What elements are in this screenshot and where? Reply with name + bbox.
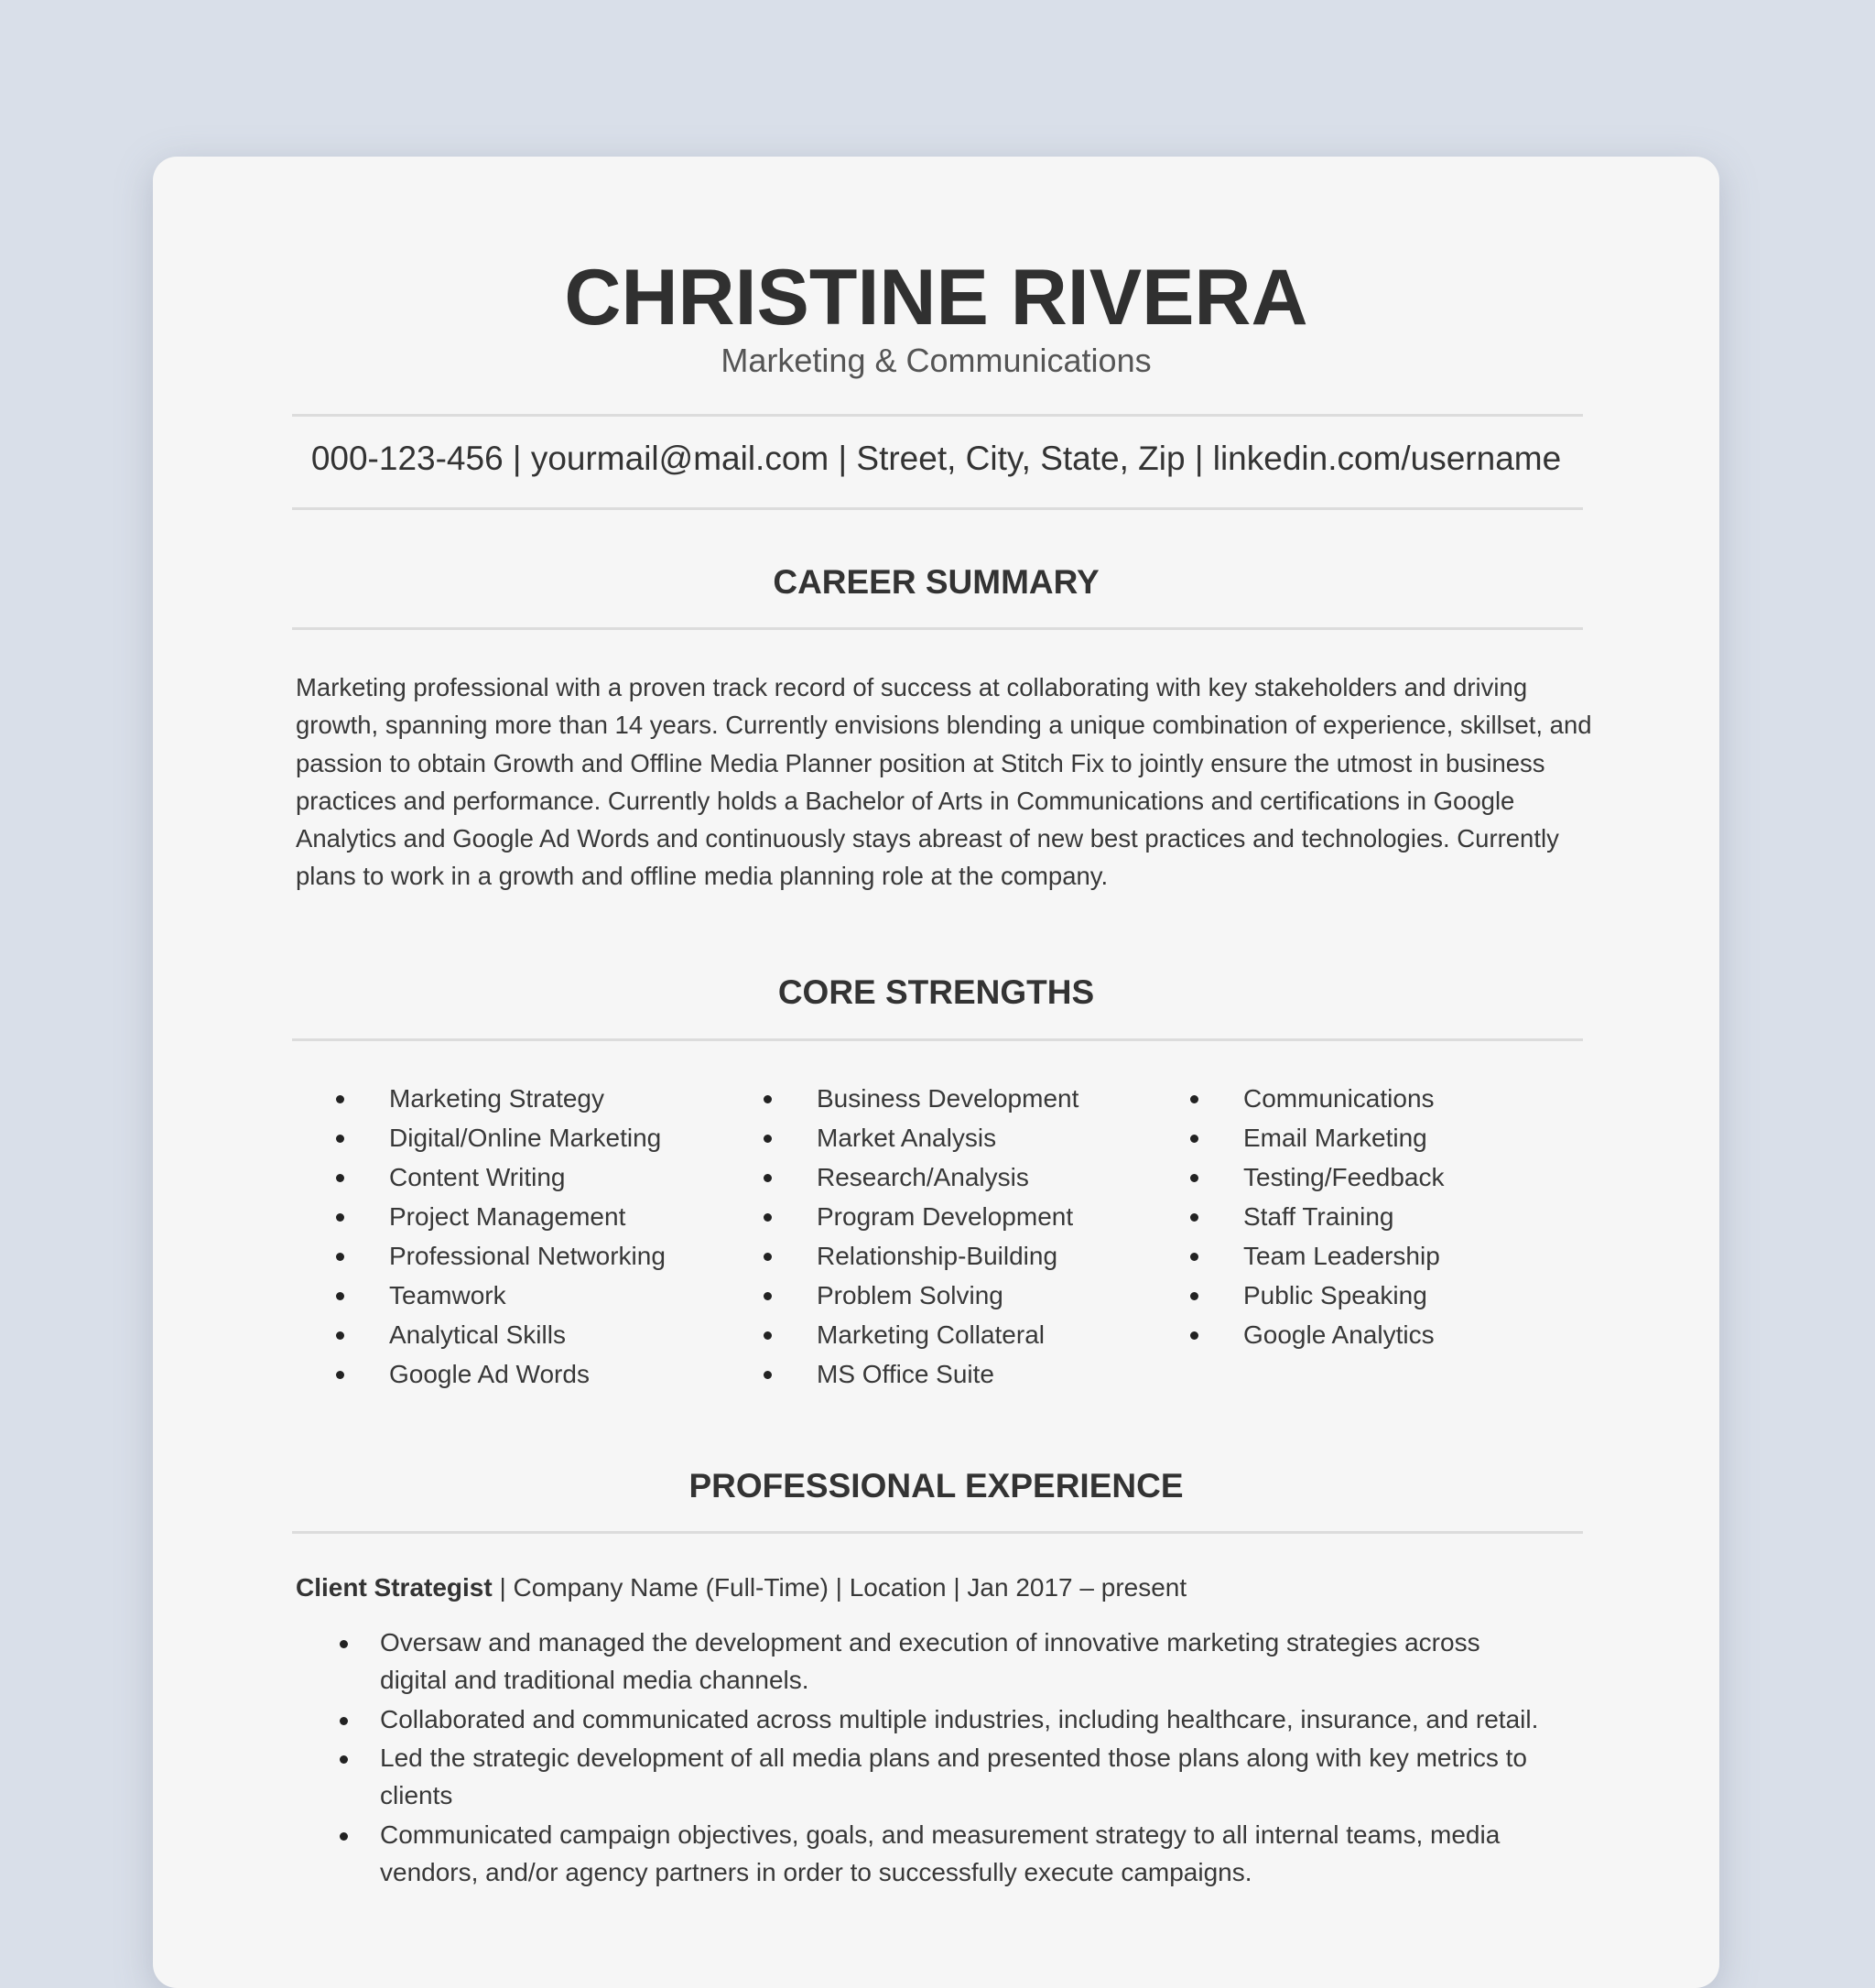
core-strengths-heading: CORE STRENGTHS bbox=[777, 973, 1095, 1011]
strength-item: Digital/Online Marketing bbox=[336, 1118, 739, 1157]
strength-item: Content Writing bbox=[336, 1157, 739, 1197]
divider bbox=[292, 1038, 1583, 1041]
strength-item: Staff Training bbox=[1190, 1197, 1593, 1236]
strength-item: Google Analytics bbox=[1190, 1315, 1593, 1354]
resume-page bbox=[153, 157, 1719, 1988]
candidate-name: CHRISTINE RIVERA bbox=[564, 254, 1308, 342]
strength-item: Research/Analysis bbox=[764, 1157, 1166, 1197]
strength-item: Teamwork bbox=[336, 1276, 739, 1315]
strength-item: Project Management bbox=[336, 1197, 739, 1236]
job-bullet: Communicated campaign objectives, goals, and measurement strategy to all internal teams, media vendors, and/or agency partners in order to successfully execute campaigns. bbox=[340, 1816, 1548, 1891]
job-header bbox=[296, 1573, 1187, 1602]
strength-item: Email Marketing bbox=[1190, 1118, 1593, 1157]
strength-item: Communications bbox=[1190, 1079, 1593, 1118]
strength-item: MS Office Suite bbox=[764, 1354, 1166, 1394]
strength-item: Public Speaking bbox=[1190, 1276, 1593, 1315]
career-summary-heading: CAREER SUMMARY bbox=[773, 563, 1100, 601]
strengths-column-3 bbox=[1190, 1079, 1593, 1354]
divider bbox=[292, 627, 1583, 630]
strength-item: Relationship-Building bbox=[764, 1236, 1166, 1276]
strength-item: Program Development bbox=[764, 1197, 1166, 1236]
strength-item: Marketing Collateral bbox=[764, 1315, 1166, 1354]
career-summary-text: Marketing professional with a proven track record of success at collaborating with key stakeholders and driving growth, spanning more than 14 years. Currently envisions blending a unique combination of experience, skillset, and passion to obtain Growth and Offline Media Planner position at Stitch Fix to jointly ensure the utmost in business practices and performance. Currently holds a Bachelor of Arts in Communications and certifications in Google Analytics and Google Ad Words and continuously stays abreast of new best practices and technologies. Currently plans to work in a growth and offline media planning role at the company. bbox=[296, 673, 1592, 891]
divider bbox=[292, 1531, 1583, 1534]
divider bbox=[292, 507, 1583, 510]
contact-info: 000-123-456 | yourmail@mail.com | Street, City, State, Zip | linkedin.com/username bbox=[310, 440, 1562, 477]
strength-item: Google Ad Words bbox=[336, 1354, 739, 1394]
job-details: | Company Name (Full-Time) | Location | Jan 2017 – present bbox=[492, 1573, 1187, 1602]
strengths-column-1 bbox=[336, 1079, 739, 1394]
strength-item: Business Development bbox=[764, 1079, 1166, 1118]
job-bullet: Oversaw and managed the development and execution of innovative marketing strategies across digital and traditional media channels. bbox=[340, 1624, 1548, 1699]
strength-item: Market Analysis bbox=[764, 1118, 1166, 1157]
strength-item: Testing/Feedback bbox=[1190, 1157, 1593, 1197]
strength-item: Team Leadership bbox=[1190, 1236, 1593, 1276]
strength-item: Professional Networking bbox=[336, 1236, 739, 1276]
strengths-column-2 bbox=[764, 1079, 1166, 1394]
strength-item: Marketing Strategy bbox=[336, 1079, 739, 1118]
experience-heading: PROFESSIONAL EXPERIENCE bbox=[688, 1467, 1184, 1505]
divider bbox=[292, 414, 1583, 417]
job-bullet: Led the strategic development of all media plans and presented those plans along with key metrics to clients bbox=[340, 1739, 1548, 1814]
candidate-subtitle: Marketing & Communications bbox=[721, 342, 1152, 379]
job-title: Client Strategist bbox=[296, 1573, 493, 1602]
job-bullets bbox=[340, 1624, 1548, 1892]
job-bullet: Collaborated and communicated across multiple industries, including healthcare, insurance, and retail. bbox=[340, 1700, 1548, 1738]
strength-item: Problem Solving bbox=[764, 1276, 1166, 1315]
strength-item: Analytical Skills bbox=[336, 1315, 739, 1354]
